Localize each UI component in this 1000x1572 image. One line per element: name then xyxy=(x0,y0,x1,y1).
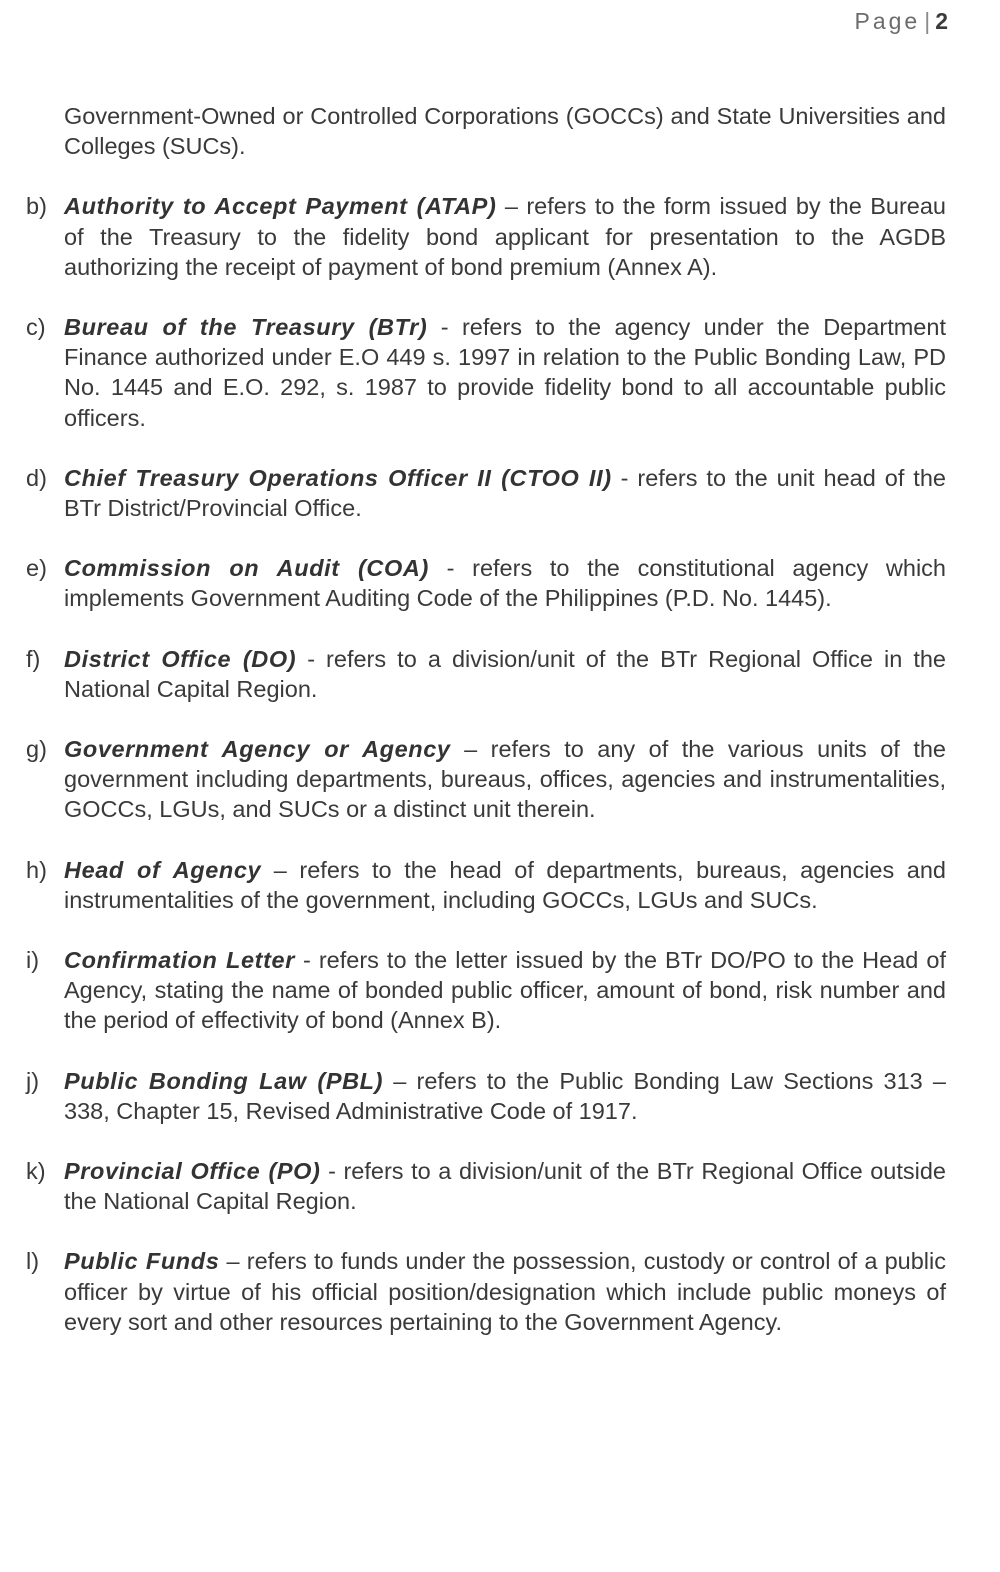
definition-body: – refers to funds under the possession, custody or control of a public officer by virtue of his official position/designation which include public moneys of every sort and other resources pertaining to the Government Agency. xyxy=(64,1248,946,1335)
definition-text xyxy=(64,644,946,704)
definition-item xyxy=(26,191,946,282)
item-letter: d) xyxy=(26,464,47,491)
defined-term: Provincial Office (PO) xyxy=(64,1158,321,1185)
definition-item xyxy=(26,553,946,613)
item-letter: i) xyxy=(26,947,40,974)
definition-body: – refers to any of the various units of the government including departments, bureaus, offices, agencies and instrumentalities, GOCCs, LGUs, and SUCs or a distinct unit therein. xyxy=(64,736,946,823)
item-letter: f) xyxy=(26,645,41,672)
definition-text xyxy=(64,553,946,613)
page-number: 2 xyxy=(935,8,948,34)
item-letter: c) xyxy=(26,314,46,341)
definition-item xyxy=(26,734,946,825)
item-letter: k) xyxy=(26,1158,46,1185)
defined-term: Head of Agency xyxy=(64,856,262,883)
definition-item xyxy=(26,312,946,433)
page-separator: | xyxy=(924,8,934,34)
definition-item xyxy=(26,945,946,1036)
item-letter: l) xyxy=(26,1248,40,1275)
definition-text xyxy=(64,1156,946,1216)
definition-body: – refers to the form issued by the Bureau of the Treasury to the fidelity bond applicant for presentation to the AGDB authorizing the receipt of payment of bond premium (Annex A). xyxy=(64,193,946,280)
definition-item xyxy=(26,1246,946,1337)
defined-term: Government Agency or Agency xyxy=(64,736,451,763)
page-label: Page xyxy=(854,8,921,34)
page-header xyxy=(855,8,949,35)
defined-term: Commission on Audit (COA) xyxy=(64,555,429,582)
definition-text xyxy=(64,734,946,825)
defined-term: Public Funds xyxy=(64,1248,220,1275)
item-letter: h) xyxy=(26,856,47,883)
definition-text xyxy=(64,1066,946,1126)
definition-body: - refers to a division/unit of the BTr Regional Office outside the National Capital Region. xyxy=(64,1158,946,1215)
defined-term: Confirmation Letter xyxy=(64,947,295,974)
definition-text xyxy=(64,191,946,282)
definition-body: - refers to the unit head of the BTr District/Provincial Office. xyxy=(64,464,946,522)
definition-item xyxy=(26,855,946,915)
item-letter: j) xyxy=(26,1067,40,1094)
definition-body: - refers to a division/unit of the BTr Regional Office in the National Capital Region. xyxy=(64,645,946,702)
defined-term: Authority to Accept Payment (ATAP) xyxy=(64,193,497,220)
definition-item xyxy=(26,1156,946,1216)
definition-text xyxy=(64,855,946,915)
definition-body: – refers to the head of departments, bureaus, agencies and instrumentalities of the government, including GOCCs, LGUs and SUCs. xyxy=(64,856,947,913)
definition-body: – refers to the Public Bonding Law Sections 313 – 338, Chapter 15, Revised Administrative Code of 1917. xyxy=(64,1067,946,1124)
definition-item xyxy=(26,463,946,523)
definition-body: - refers to the letter issued by the BTr DO/PO to the Head of Agency, stating the name of bonded public officer, amount of bond, risk number and the period of effectivity of bond (Annex B). xyxy=(64,947,946,1034)
definition-text xyxy=(64,463,946,523)
defined-term: Bureau of the Treasury (BTr) xyxy=(64,314,428,341)
defined-term: Chief Treasury Operations Officer II (CTOO II) xyxy=(64,464,612,491)
definition-text xyxy=(64,312,946,433)
item-letter: b) xyxy=(26,193,47,220)
defined-term: Public Bonding Law (PBL) xyxy=(64,1067,384,1094)
item-letter: e) xyxy=(26,555,47,582)
definition-text xyxy=(64,1246,946,1337)
document-body xyxy=(26,101,946,1337)
definition-item xyxy=(26,644,946,704)
defined-term: District Office (DO) xyxy=(64,645,297,672)
definition-body: - refers to the agency under the Department Finance authorized under E.O 449 s. 1997 in relation to the Public Bonding Law, PD No. 1445 and E.O. 292, s. 1987 to provide fidelity bond to all accountable public officers. xyxy=(64,314,946,431)
definition-body: - refers to the constitutional agency which implements Government Auditing Code of the Philippines (P.D. No. 1445). xyxy=(64,555,946,612)
intro-paragraph: Government-Owned or Controlled Corporations (GOCCs) and State Universities and Colleges (SUCs). xyxy=(64,103,946,160)
item-letter: g) xyxy=(26,736,47,763)
definition-item xyxy=(26,1066,946,1126)
definition-text xyxy=(64,945,946,1036)
